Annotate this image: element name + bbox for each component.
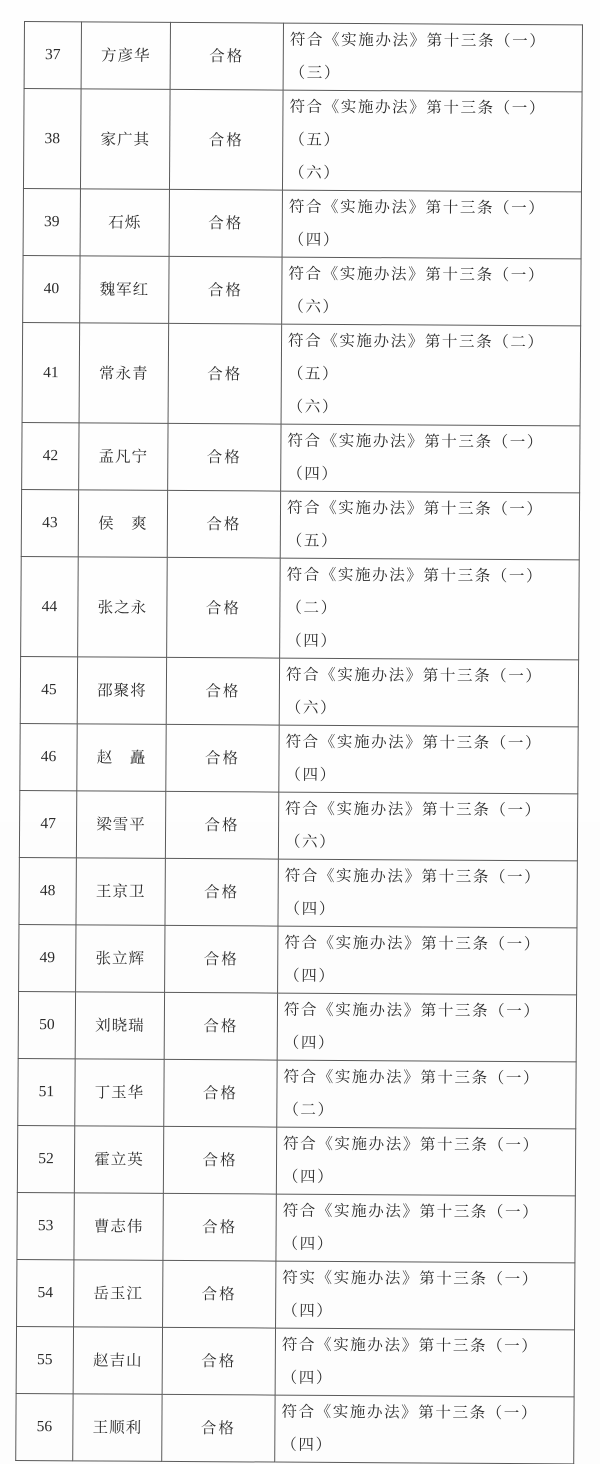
basis-text-line: 符合《实施办法》第十三条（二）（五） xyxy=(287,331,545,383)
table-row xyxy=(19,857,577,927)
basis-text-line: 符实《实施办法》第十三条（一）（四） xyxy=(282,1268,539,1320)
row-number-cell: 48 xyxy=(19,857,76,924)
table-row xyxy=(22,322,581,425)
table-row xyxy=(23,188,581,258)
name-cell: 岳玉江 xyxy=(74,1260,163,1328)
name-cell: 王顺利 xyxy=(73,1394,162,1462)
row-number-cell: 54 xyxy=(17,1259,74,1326)
row-number-cell: 37 xyxy=(24,22,81,89)
basis-cell xyxy=(277,1060,576,1129)
table-row xyxy=(23,255,581,325)
basis-text-line: 符合《实施办法》第十三条（一）（四） xyxy=(284,866,542,918)
result-cell: 合格 xyxy=(167,490,280,558)
basis-cell xyxy=(282,257,581,326)
basis-cell xyxy=(280,491,579,560)
basis-text-line: （六） xyxy=(287,397,340,416)
row-number-cell: 50 xyxy=(18,991,75,1058)
basis-cell xyxy=(278,792,577,861)
basis-text-line: 符合《实施办法》第十三条（一）（四） xyxy=(283,1000,541,1052)
result-cell: 合格 xyxy=(169,256,282,324)
name-cell: 邵聚将 xyxy=(77,657,166,725)
name-cell: 石烁 xyxy=(80,189,169,257)
table-row xyxy=(23,89,582,192)
basis-cell xyxy=(281,324,581,426)
basis-text-line: 符合《实施办法》第十三条（一）（六） xyxy=(285,665,543,717)
basis-text-line: 符合《实施办法》第十三条（一）（六） xyxy=(288,264,546,316)
row-number-cell: 51 xyxy=(18,1058,75,1125)
basis-text-line: （六） xyxy=(289,163,341,182)
table-row xyxy=(16,1393,574,1463)
result-cell: 合格 xyxy=(169,189,282,257)
name-cell: 丁玉华 xyxy=(75,1059,164,1127)
name-cell: 常永青 xyxy=(79,323,169,424)
table-row xyxy=(16,1326,574,1396)
result-cell: 合格 xyxy=(165,925,278,993)
result-cell: 合格 xyxy=(167,557,281,658)
table-body xyxy=(16,22,583,1464)
row-number-cell: 38 xyxy=(23,89,81,189)
row-number-cell: 42 xyxy=(22,422,79,489)
table-row xyxy=(24,22,582,92)
result-cell: 合格 xyxy=(165,791,278,859)
basis-cell xyxy=(275,1328,574,1397)
basis-text-line: 符合《实施办法》第十三条（一）（四） xyxy=(281,1402,539,1454)
basis-text-line: 符合《实施办法》第十三条（一）（五） xyxy=(286,498,544,550)
basis-cell xyxy=(276,1194,575,1263)
basis-cell xyxy=(282,190,581,259)
name-cell: 刘晓瑞 xyxy=(75,992,164,1060)
result-cell: 合格 xyxy=(169,89,283,190)
table-row xyxy=(19,924,577,994)
basis-text-line: 符合《实施办法》第十三条（一）（四） xyxy=(288,197,546,249)
name-cell: 王京卫 xyxy=(76,858,165,926)
name-cell: 家广其 xyxy=(80,89,170,190)
basis-cell xyxy=(278,926,577,995)
basis-text-line: 符合《实施办法》第十三条（一）（四） xyxy=(284,933,541,985)
result-cell: 合格 xyxy=(163,1126,276,1194)
row-number-cell: 45 xyxy=(20,656,77,723)
table-row xyxy=(18,991,576,1061)
row-number-cell: 46 xyxy=(20,723,77,790)
basis-text-line: 符合《实施办法》第十三条（一）（三） xyxy=(289,30,547,82)
basis-cell xyxy=(279,725,578,794)
basis-cell xyxy=(282,90,582,192)
table-row xyxy=(19,790,577,860)
table-row xyxy=(17,1259,575,1329)
basis-text-line: 符合《实施办法》第十三条（一）（二） xyxy=(283,1067,541,1119)
basis-text-line: 符合《实施办法》第十三条（一）（四） xyxy=(281,1335,539,1387)
result-cell: 合格 xyxy=(162,1327,275,1395)
name-cell: 孟凡宁 xyxy=(79,423,168,491)
qualification-table xyxy=(15,21,583,1464)
basis-text-line: 符合《实施办法》第十三条（一）（四） xyxy=(282,1134,540,1186)
result-cell: 合格 xyxy=(164,1059,277,1127)
row-number-cell: 39 xyxy=(23,188,80,255)
basis-text-line: 符合《实施办法》第十三条（一）（五） xyxy=(289,97,547,149)
basis-cell xyxy=(283,23,582,92)
result-cell: 合格 xyxy=(163,1193,276,1261)
row-number-cell: 53 xyxy=(17,1192,74,1259)
row-number-cell: 44 xyxy=(21,556,79,656)
basis-cell xyxy=(277,993,576,1062)
basis-text-line: 符合《实施办法》第十三条（一）（六） xyxy=(284,799,542,851)
name-cell: 侯 爽 xyxy=(78,490,167,558)
result-cell: 合格 xyxy=(164,992,277,1060)
basis-cell xyxy=(281,424,580,493)
table-row xyxy=(18,1058,576,1128)
table-row xyxy=(20,723,578,793)
name-cell: 张之永 xyxy=(78,557,168,658)
result-cell: 合格 xyxy=(163,1260,276,1328)
name-cell: 方彦华 xyxy=(81,22,170,90)
name-cell: 张立辉 xyxy=(76,925,165,993)
row-number-cell: 55 xyxy=(16,1326,73,1393)
row-number-cell: 52 xyxy=(17,1125,74,1192)
basis-text-line: 符合《实施办法》第十三条（一）（四） xyxy=(287,431,545,483)
basis-cell xyxy=(276,1261,575,1330)
result-cell: 合格 xyxy=(162,1394,275,1462)
row-number-cell: 40 xyxy=(23,255,80,322)
row-number-cell: 43 xyxy=(21,489,78,556)
name-cell: 赵 矗 xyxy=(77,724,166,792)
basis-cell xyxy=(279,658,578,727)
table-row xyxy=(17,1125,575,1195)
basis-text-line: （四） xyxy=(286,631,338,650)
basis-cell xyxy=(280,558,580,660)
basis-text-line: 符合《实施办法》第十三条（一）（四） xyxy=(282,1201,540,1253)
basis-cell xyxy=(276,1127,575,1196)
result-cell: 合格 xyxy=(168,423,281,491)
result-cell: 合格 xyxy=(170,22,283,90)
row-number-cell: 56 xyxy=(16,1393,73,1460)
row-number-cell: 41 xyxy=(22,322,80,422)
basis-text-line: 符合《实施办法》第十三条（一）（二） xyxy=(286,565,544,617)
name-cell: 曹志伟 xyxy=(74,1193,163,1261)
name-cell: 赵吉山 xyxy=(73,1327,162,1395)
name-cell: 梁雪平 xyxy=(76,791,165,859)
basis-cell xyxy=(278,859,577,928)
row-number-cell: 47 xyxy=(19,790,76,857)
row-number-cell: 49 xyxy=(19,924,76,991)
table-row xyxy=(17,1192,575,1262)
name-cell: 魏军红 xyxy=(80,256,169,324)
table-row xyxy=(21,489,579,559)
result-cell: 合格 xyxy=(166,657,279,725)
result-cell: 合格 xyxy=(166,724,279,792)
basis-cell xyxy=(275,1395,574,1464)
result-cell: 合格 xyxy=(168,323,282,424)
name-cell: 霍立英 xyxy=(74,1126,163,1194)
table-row xyxy=(21,556,580,659)
table-row xyxy=(20,656,578,726)
basis-text-line: 符合《实施办法》第十三条（一）（四） xyxy=(285,732,543,784)
table-row xyxy=(22,422,580,492)
result-cell: 合格 xyxy=(165,858,278,926)
